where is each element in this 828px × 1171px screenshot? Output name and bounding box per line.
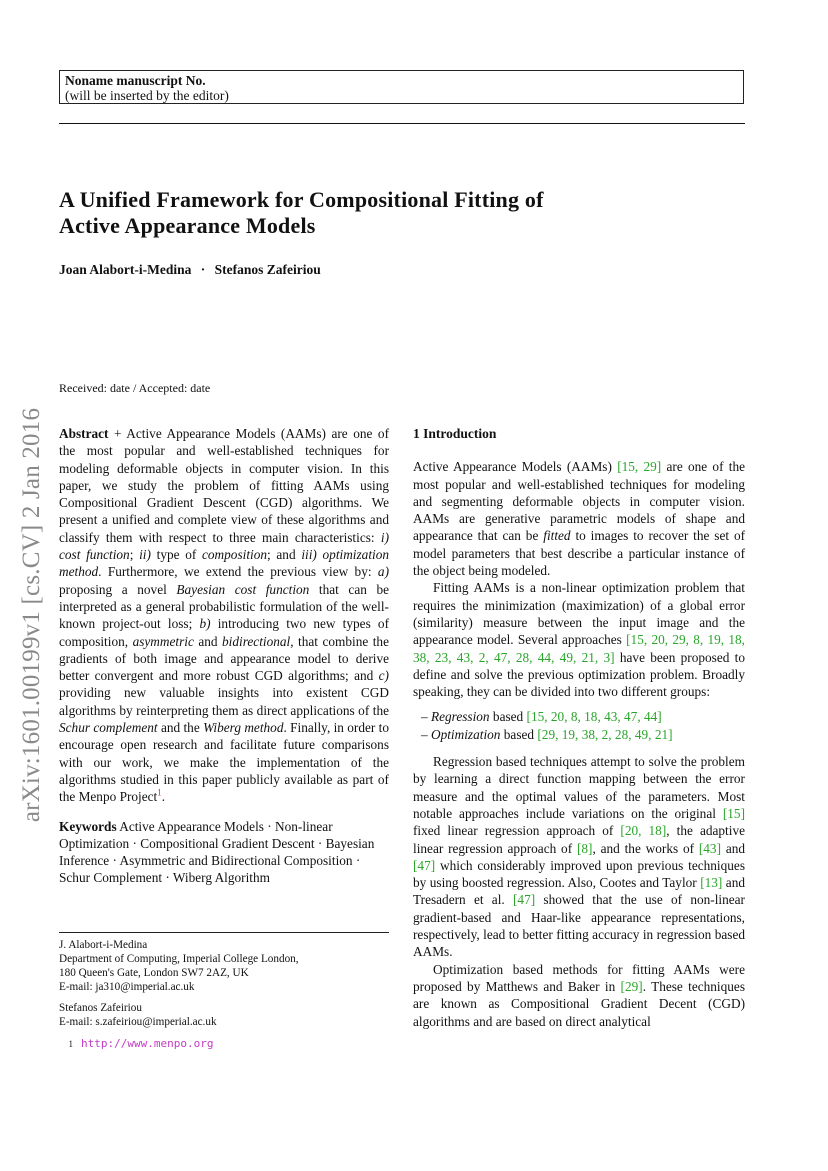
header-rule	[59, 123, 745, 124]
keywords-text: Active Appearance Models · Non-linear Optimization · Compositional Gradient Descent · Bayesian Inference · Asymmetric and Bidirectional Composition · Schur Complement · Wiberg Algorithm	[59, 818, 375, 886]
list-item	[421, 726, 745, 743]
footnote-number: 1	[68, 1039, 73, 1049]
intro-paragraph-4	[413, 961, 745, 1030]
affil-1-dept: Department of Computing, Imperial College London,	[59, 953, 299, 965]
paper-title	[59, 187, 749, 239]
author-1: Joan Alabort-i-Medina	[59, 262, 192, 277]
keywords-label: Keywords	[59, 818, 117, 834]
affil-2-email: E-mail: s.zafeiriou@imperial.ac.uk	[59, 1016, 217, 1028]
intro-p2-a: Fitting AAMs is a non-linear optimization problem that requires the minimization (maximization) of a global error (similarity) measure between the input image and the appearance model. Several approaches	[413, 580, 745, 648]
citation-link[interactable]: [15, 20, 29, 8, 19, 18, 38, 23, 43, 2, 47, 28, 44, 49, 21, 3]	[413, 632, 745, 665]
abstract-composition: composition	[202, 547, 268, 563]
footnote	[59, 1037, 389, 1051]
intro-p4-b: . These techniques are known as Compositional Gradient Decent (CGD) algorithms and are based on direct analytical	[413, 978, 745, 1029]
list-regression: Regression	[430, 709, 490, 725]
intro-p1-b: are one of the most popular and well-established techniques for modeling and segmenting deformable objects in computer vision. AAMs are generative parametric models of shape and appearance that can be	[413, 459, 745, 544]
citation-link[interactable]: [8]	[576, 840, 593, 856]
manuscript-title: Noname manuscript No.	[65, 73, 206, 88]
list-dash: –	[421, 726, 428, 742]
citation-link[interactable]: [47]	[413, 857, 436, 873]
citation-link[interactable]: [29]	[620, 978, 643, 994]
abstract-c: c)	[378, 668, 389, 684]
abstract-b-tail: , that combine the gradients of both image and appearance model to derive better convergent and more robust CGD algorithms; and	[59, 633, 389, 684]
affiliation-2	[59, 1001, 389, 1029]
author-separator: ·	[200, 262, 206, 277]
author-2: Stefanos Zafeiriou	[214, 262, 321, 277]
list-text: based	[503, 726, 535, 742]
affiliation-1	[59, 938, 389, 994]
authors	[59, 262, 321, 278]
abstract-cost-function: i) cost function	[59, 529, 389, 563]
abstract-label: Abstract	[59, 426, 109, 441]
abstract-a: a)	[377, 564, 389, 580]
abstract: Abstract + Active Appearance Models (AAMs) are one of the most popular and well-established techniques for modeling deformable objects in computer vision. In this paper, we study the problem of fitting AAMs using Compositional Gradient Descent (CGD) algorithms. We present a unified and complete view of these algorithms and classify them with respect to three main characteristics: i) cost function; ii) type of composition; and iii) optimization method. Furthermore, we extend the previous view by: a) proposing a novel Bayesian cost function that can be interpreted as a general probabilistic formulation of the well-known project-out loss; b) introducing two new types of composition, asymmetric and bidirectional, that combine the gradients of both image and appearance model to derive better convergent and more robust CGD algorithms; and c) providing new valuable insights into existent CGD algorithms by reinterpreting them as direct applications of the Schur complement and the Wiberg method. Finally, in order to encourage open research and facilitate future comparisons with our work, we make the implementation of the algorithms studied in this paper publicly available as part of the Menpo Project$^1$.	[59, 426, 390, 805]
intro-p3-b: fixed linear regression approach of	[413, 823, 614, 839]
footnote-marker[interactable]: 1	[157, 787, 162, 798]
affil-1-email: E-mail: ja310@imperial.ac.uk	[59, 981, 195, 993]
abstract-b: b)	[199, 616, 211, 632]
affil-1-name: J. Alabort-i-Medina	[59, 939, 148, 951]
affiliation-rule	[59, 932, 389, 933]
abstract-b-text: introducing two new types of composition,	[59, 616, 389, 649]
intro-p1-c: to images to recover the set of model parameters that best describe a particular instance of the object being modeled.	[413, 528, 746, 579]
title-line-2: Active Appearance Models	[59, 213, 316, 238]
abstract-and-the: and the	[160, 720, 200, 736]
approach-list	[413, 708, 745, 743]
abstract-end: .	[161, 789, 166, 805]
abstract-text-2: . Furthermore, we extend the previous view by:	[98, 564, 372, 580]
abstract-text-1: + Active Appearance Models (AAMs) are one of the most popular and well-established techniques for modeling deformable objects in computer vision. In this paper, we study the problem of fitting AAMs using Compositional Gradient Descent (CGD) algorithms. We present a unified and complete view of these algorithms and classify them with respect to three main characteristics:	[59, 426, 389, 545]
arxiv-stamp	[12, 380, 52, 850]
menpo-link[interactable]: http://www.menpo.org	[81, 1037, 214, 1050]
abstract-tail: . Finally, in order to encourage open research and facilitate future comparisons with our work, we make the implementation of the algorithms studied in this paper publicly available as part of the Menpo Project	[59, 720, 390, 805]
intro-p3-h: showed that the use of non-linear gradient-based and Haar-like appearance representations, respectively, lead to better fitting accuracy in regression based AAMs.	[413, 892, 745, 960]
abstract-optimization-method: iii) optimization method	[59, 547, 390, 580]
right-column	[413, 425, 745, 1030]
intro-p3-f: which considerably improved upon previous techniques by using boosted regression. Also, Cootes and Taylor	[413, 857, 746, 891]
abstract-type-of: type of	[156, 547, 197, 563]
abstract-ii: ii)	[139, 547, 151, 563]
citation-link[interactable]: [47]	[513, 892, 536, 908]
citation-link[interactable]: [20, 18]	[620, 823, 667, 839]
arxiv-stamp-text: arXiv:1601.00199v1 [cs.CV] 2 Jan 2016	[18, 407, 45, 823]
citation-link[interactable]: [43]	[698, 840, 721, 856]
left-column	[59, 425, 389, 887]
intro-p4-a: Optimization based methods for fitting AAMs were proposed by Matthews and Baker in	[413, 961, 745, 994]
abstract-a-text: proposing a novel	[59, 581, 167, 597]
abstract-wiberg: Wiberg method	[203, 720, 284, 736]
abstract-and: and	[198, 633, 218, 649]
abstract-bayesian-cost: Bayesian cost function	[176, 581, 310, 597]
citation-link[interactable]: [15]	[722, 805, 745, 821]
intro-p3-g: and Tresadern et al.	[413, 875, 745, 908]
intro-p3-d: , and the works of	[592, 840, 695, 856]
title-line-1: A Unified Framework for Compositional Fitting of	[59, 187, 544, 212]
list-optimization: Optimization	[430, 726, 501, 742]
citation-link[interactable]: [15, 29]	[617, 459, 662, 475]
abstract-asymmetric: asymmetric	[132, 633, 194, 649]
abstract-a-tail: that can be interpreted as a general probabilistic formulation of the well-known project-out loss;	[59, 581, 390, 632]
citation-link[interactable]: [13]	[700, 875, 723, 891]
abstract-c-text: providing new valuable insights into existent CGD algorithms by reinterpreting them as direct applications of the	[59, 685, 389, 718]
keywords	[59, 818, 389, 887]
intro-paragraph-2	[413, 579, 745, 700]
intro-p2-b: have been proposed to define and solve the previous optimization problem. Broadly speaking, they can be divided into two different groups:	[413, 649, 746, 700]
intro-fitted: fitted	[543, 528, 571, 544]
list-text: based	[492, 709, 524, 725]
intro-p3-c: , the adaptive linear regression approach of	[413, 823, 745, 856]
abstract-bidirectional: bidirectional	[222, 633, 291, 649]
list-item	[421, 708, 745, 725]
manuscript-note: (will be inserted by the editor)	[65, 88, 229, 103]
citation-link[interactable]: [29, 19, 38, 2, 28, 49, 21]	[537, 726, 673, 742]
intro-p3-a: Regression based techniques attempt to solve the problem by learning a direct function mapping between the error measure and the optimal values of the parameters. Most notable approaches include variations on the original	[413, 754, 745, 821]
section-heading-introduction: 1 Introduction	[413, 426, 497, 441]
intro-p3-e: and	[725, 840, 746, 856]
affil-1-address: 180 Queen's Gate, London SW7 2AZ, UK	[59, 967, 249, 979]
citation-link[interactable]: [15, 20, 8, 18, 43, 47, 44]	[526, 709, 662, 725]
intro-p1-a: Active Appearance Models (AAMs)	[413, 459, 612, 475]
intro-paragraph-3	[413, 753, 745, 961]
received-date: Received: date / Accepted: date	[59, 381, 211, 395]
intro-paragraph-1	[413, 458, 745, 579]
manuscript-box	[59, 70, 744, 104]
abstract-schur: Schur complement	[59, 720, 158, 736]
affil-2-name: Stefanos Zafeiriou	[59, 1002, 142, 1014]
list-dash: –	[421, 709, 428, 725]
